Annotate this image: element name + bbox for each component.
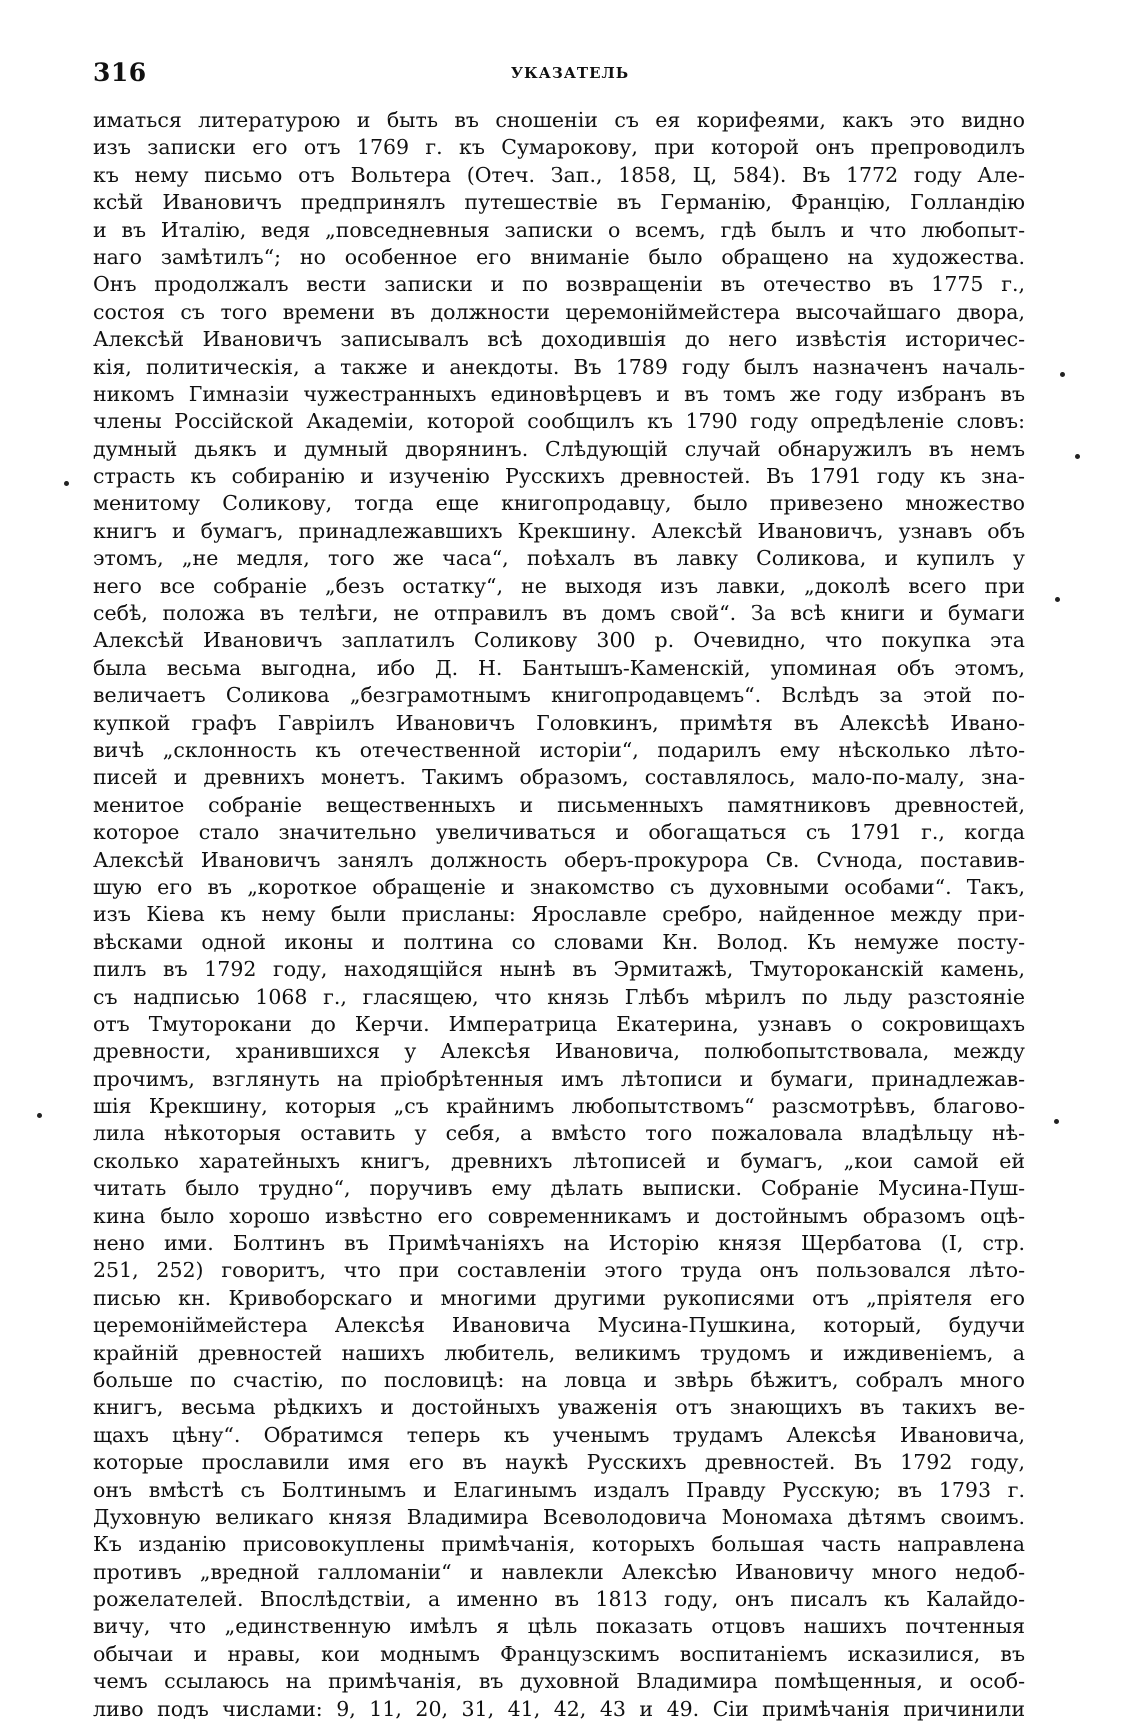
- text-line: книгъ, весьма рѣдкихъ и достойныхъ уваженія отъ знающихъ въ такихъ ве-: [93, 1395, 1025, 1420]
- text-line: члены Россійской Академіи, которой сообщилъ къ 1790 году опредѣленіе словъ:: [93, 409, 1025, 434]
- text-line: состоя съ того времени въ должности церемоніймейстера высочайшаго двора,: [93, 299, 1025, 324]
- text-line: крайній древностей нашихъ любитель, великимъ трудомъ и иждивеніемъ, а: [93, 1340, 1025, 1365]
- text-line: Алексѣй Ивановичъ занялъ должность оберъ-прокурора Св. Сѵнода, поставив-: [93, 847, 1025, 872]
- text-line: вичу, что „единственную имѣлъ я цѣль показать отцовъ нашихъ почтенныя: [93, 1614, 1025, 1639]
- text-line: читать было трудно“, поручивъ ему дѣлать выписки. Собраніе Мусина-Пуш-: [93, 1176, 1025, 1201]
- margin-dot: [1054, 1119, 1059, 1124]
- margin-dot: [1060, 372, 1065, 377]
- text-line: писью кн. Кривоборскаго и многими другими рукописями отъ „пріятеля его: [93, 1285, 1025, 1310]
- text-line: купкой графъ Гавріилъ Ивановичъ Головкинъ, примѣтя въ Алексѣѣ Ивано-: [93, 710, 1025, 735]
- text-line: изъ записки его отъ 1769 г. къ Сумарокову, при которой онъ препроводилъ: [93, 135, 1025, 160]
- text-line: которое стало значительно увеличиваться и обогащаться съ 1791 г., когда: [93, 820, 1025, 845]
- text-line: Алексѣй Ивановичъ заплатилъ Соликову 300 р. Очевидно, что покупка эта: [93, 628, 1025, 653]
- text-line: ливо подъ числами: 9, 11, 20, 31, 41, 42, 43 и 49. Сіи примѣчанія причинили: [93, 1696, 1025, 1721]
- text-line: иматься литературою и быть въ сношеніи съ ея корифеями, какъ это видно: [93, 108, 1025, 132]
- text-line: и въ Италію, ведя „повседневныя записки о всемъ, гдѣ былъ и что любопыт-: [93, 217, 1025, 242]
- text-line: древности, хранившихся у Алексѣя Ивановича, полюбопытствовала, между: [93, 1039, 1025, 1064]
- text-line: изъ Кіева къ нему были присланы: Ярославле сребро, найденное между при-: [93, 902, 1025, 927]
- text-line: шую его въ „короткое обращеніе и знакомство съ духовными особами“. Такъ,: [93, 874, 1025, 899]
- text-line: обычаи и нравы, кои моднымъ Французскимъ воспитаніемъ исказилися, въ: [93, 1641, 1025, 1666]
- text-line: никомъ Гимназіи чужестранныхъ единовѣрцевъ и въ томъ же году избранъ въ: [93, 381, 1025, 406]
- text-line: отъ Тмуторокани до Керчи. Императрица Екатерина, узнавъ о сокровищахъ: [93, 1011, 1025, 1036]
- text-line: противъ „вредной галломаніи“ и навлекли Алексѣю Ивановичу много недоб-: [93, 1559, 1025, 1584]
- running-title: УКАЗАТЕЛЬ: [510, 64, 630, 82]
- text-line: ксѣй Ивановичъ предпринялъ путешествіе въ Германію, Францію, Голландію: [93, 190, 1025, 215]
- text-line: Къ изданію присовокуплены примѣчанія, которыхъ большая часть направлена: [93, 1532, 1025, 1557]
- page-number: 316: [93, 58, 147, 87]
- text-line: Духовную великаго князя Владимира Всеволодовича Мономаха дѣтямъ своимъ.: [93, 1504, 1025, 1529]
- text-line: нено ими. Болтинъ въ Примѣчаніяхъ на Исторію князя Щербатова (I, стр.: [93, 1231, 1025, 1256]
- text-line: книгъ и бумагъ, принадлежавшихъ Крекшину. Алексѣй Ивановичъ, узнавъ объ: [93, 518, 1025, 543]
- text-line: которые прославили имя его въ наукѣ Русскихъ древностей. Въ 1792 году,: [93, 1450, 1025, 1475]
- text-line: лила нѣкоторыя оставить у себя, а вмѣсто того пожаловала владѣльцу нѣ-: [93, 1121, 1025, 1146]
- text-line: кія, политическія, а также и анекдоты. Въ 1789 году былъ назначенъ началь-: [93, 354, 1025, 379]
- text-line: менитому Соликову, тогда еще книгопродавцу, было привезено множество: [93, 491, 1025, 516]
- text-line: больше по счастію, по пословицѣ: на ловца и звѣрь бѣжитъ, собралъ много: [93, 1367, 1025, 1392]
- text-line: менитое собраніе вещественныхъ и письменныхъ памятниковъ древностей,: [93, 792, 1025, 817]
- text-line: этомъ, „не медля, того же часа“, поѣхалъ въ лавку Соликова, и купилъ у: [93, 546, 1025, 571]
- text-line: Алексѣй Ивановичъ записывалъ всѣ доходившія до него извѣстія историчес-: [93, 327, 1025, 352]
- text-line: шія Крекшину, которыя „съ крайнимъ любопытствомъ“ разсмотрѣвъ, благово-: [93, 1094, 1025, 1119]
- text-line: рожелателей. Впослѣдствіи, а именно въ 1813 году, онъ писалъ къ Калайдо-: [93, 1587, 1025, 1612]
- margin-dot: [1075, 454, 1080, 459]
- text-line: себѣ, положа въ телѣги, не отправилъ въ домъ свой“. За всѣ книги и бумаги: [93, 601, 1025, 626]
- text-line: была весьма выгодна, ибо Д. Н. Бантышъ-Каменскій, упоминая объ этомъ,: [93, 655, 1025, 680]
- text-line: вѣсками одной иконы и полтина со словами Кн. Волод. Къ немуже посту-: [93, 929, 1025, 954]
- body-text: [93, 107, 1025, 1723]
- text-line: прочимъ, взглянуть на пріобрѣтенныя имъ лѣтописи и бумаги, принадлежав-: [93, 1066, 1025, 1091]
- text-line: къ нему письмо отъ Вольтера (Отеч. Зап., 1858, Ц, 584). Въ 1772 году Але-: [93, 162, 1025, 187]
- text-line: сколько харатейныхъ книгъ, древнихъ лѣтописей и бумагъ, „кои самой ей: [93, 1148, 1025, 1173]
- text-line: Онъ продолжалъ вести записки и по возвращеніи въ отечество въ 1775 г.,: [93, 272, 1025, 297]
- margin-dot: [64, 481, 69, 486]
- text-line: наго замѣтилъ“; но особенное его вниманіе было обращено на художества.: [93, 244, 1025, 269]
- text-line: пилъ въ 1792 году, находящійся нынѣ въ Эрмитажѣ, Тмутороканскій камень,: [93, 957, 1025, 982]
- text-line: думный дьякъ и думный дворянинъ. Слѣдующій случай обнаружилъ въ немъ: [93, 436, 1025, 461]
- text-line: него все собраніе „безъ остатку“, не выходя изъ лавки, „доколѣ всего при: [93, 573, 1025, 598]
- text-line: щахъ цѣну“. Обратимся теперь къ ученымъ трудамъ Алексѣя Ивановича,: [93, 1422, 1025, 1447]
- text-line: съ надписью 1068 г., гласящею, что князь Глѣбъ мѣрилъ по льду разстояніе: [93, 984, 1025, 1009]
- text-line: величаетъ Соликова „безграмотнымъ книгопродавцемъ“. Вслѣдъ за этой по-: [93, 683, 1025, 708]
- text-line: 251, 252) говоритъ, что при составленіи этого труда онъ пользовался лѣто-: [93, 1258, 1025, 1283]
- text-line: церемоніймейстера Алексѣя Ивановича Мусина-Пушкина, который, будучи: [93, 1313, 1025, 1338]
- text-line: страсть къ собиранію и изученію Русскихъ древностей. Въ 1791 году къ зна-: [93, 464, 1025, 489]
- text-line: кина было хорошо извѣстно его современникамъ и достойнымъ образомъ оцѣ-: [93, 1203, 1025, 1228]
- margin-dot: [37, 1113, 42, 1118]
- text-line: чемъ ссылаюсь на примѣчанія, въ духовной Владимира помѣщенныя, и особ-: [93, 1669, 1025, 1694]
- text-line: писей и древнихъ монетъ. Такимъ образомъ, составлялось, мало-по-малу, зна-: [93, 765, 1025, 790]
- margin-dot: [1055, 597, 1060, 602]
- text-line: вичѣ „склонность къ отечественной исторіи“, подарилъ ему нѣсколько лѣто-: [93, 737, 1025, 762]
- text-line: онъ вмѣстѣ съ Болтинымъ и Елагинымъ издалъ Правду Русскую; въ 1793 г.: [93, 1477, 1025, 1502]
